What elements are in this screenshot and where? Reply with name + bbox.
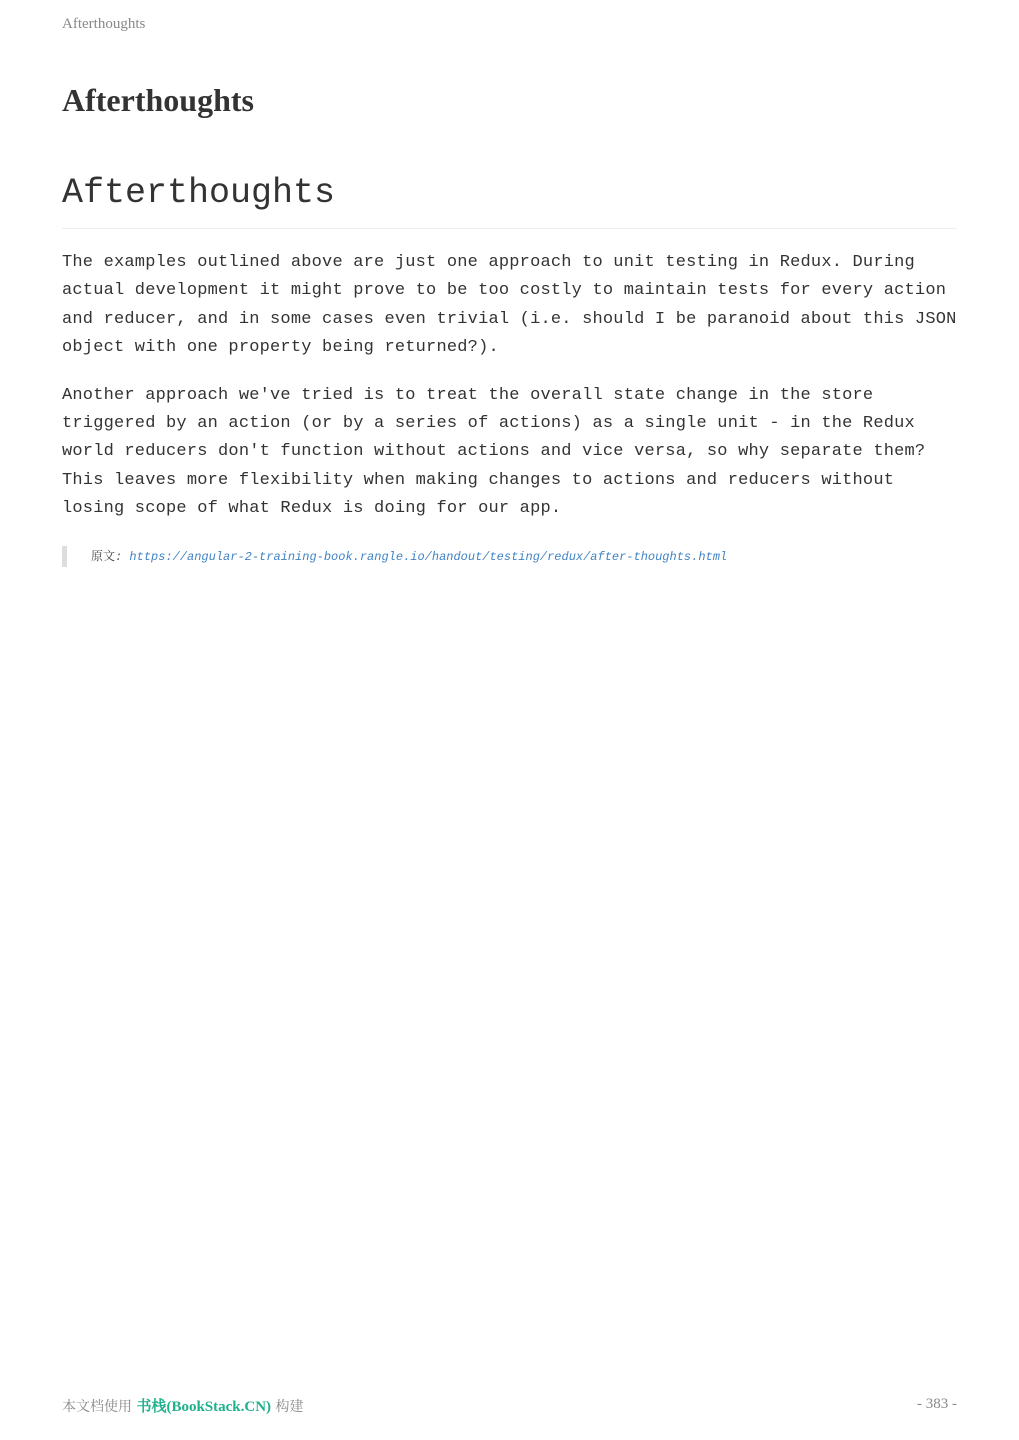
chapter-title: Afterthoughts bbox=[62, 82, 254, 118]
page-number: - 383 - bbox=[917, 1396, 957, 1412]
footer-brand-link[interactable]: 书栈(BookStack.CN) bbox=[136, 1399, 272, 1415]
source-link[interactable]: https://angular-2-training-book.rangle.io/handout/testing/redux/after-thoughts.html bbox=[129, 549, 728, 564]
page-content bbox=[62, 170, 957, 567]
source-label: 原文 bbox=[91, 548, 116, 563]
footer-prefix: 本文档使用 bbox=[62, 1399, 137, 1415]
paragraph-1: The examples outlined above are just one approach to unit testing in Redux. During actual development it might prove to be too costly to maintain tests for every action and reducer, and in some cases even trivial (i.e. should I be paranoid about this JSON object with one property being returned?). bbox=[62, 253, 957, 358]
section-title: Afterthoughts bbox=[62, 170, 957, 229]
source-separator: : bbox=[115, 549, 130, 564]
footer-suffix: 构建 bbox=[271, 1399, 304, 1415]
footer-credit bbox=[62, 1395, 304, 1416]
source-quote bbox=[62, 546, 957, 567]
paragraph-2: Another approach we've tried is to treat the overall state change in the store triggered by an action (or by a series of actions) as a single unit - in the Redux world reducers don't function without actions and vice versa, so why separate them? This leaves more flexibility when making changes to actions and reducers without losing scope of what Redux is doing for our app. bbox=[62, 385, 926, 519]
running-header: Afterthoughts bbox=[62, 16, 146, 32]
